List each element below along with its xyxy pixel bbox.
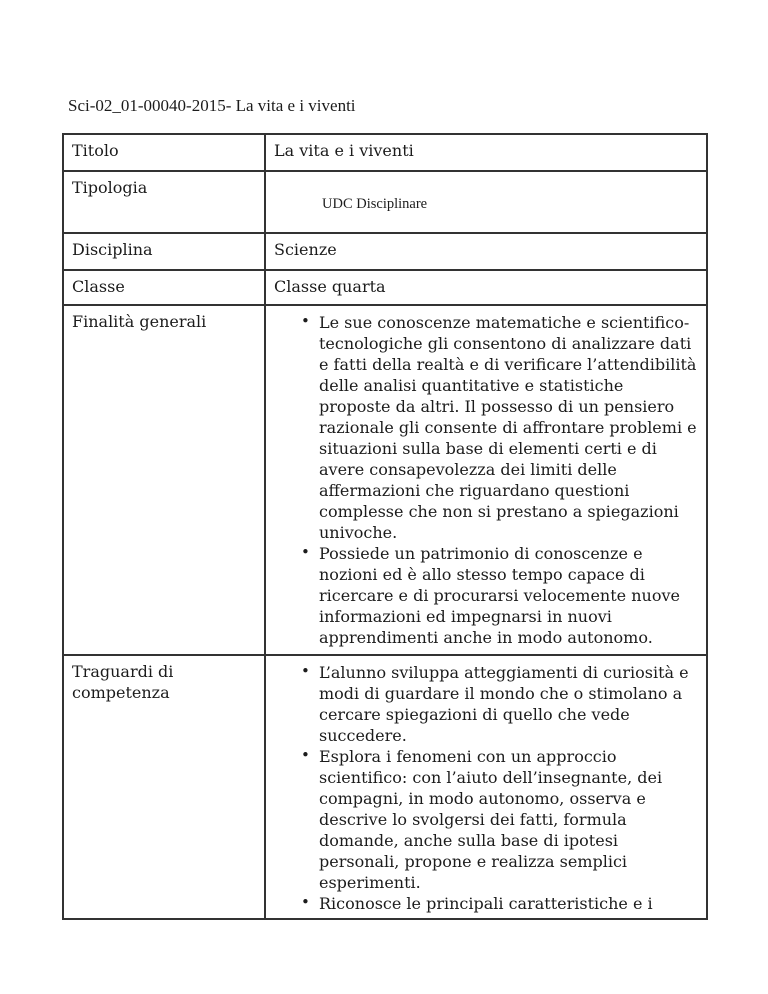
row-value-tipologia: UDC Disciplinare xyxy=(322,196,428,212)
document-header-code: Sci-02_01-00040-2015- La vita e i viventi xyxy=(68,96,356,115)
traguardi-bullet-list xyxy=(274,662,698,914)
table-row-traguardi-competenza xyxy=(63,655,707,919)
row-value-tipologia-cell xyxy=(265,171,707,233)
row-value-disciplina: Scienze xyxy=(265,233,707,270)
document-table xyxy=(62,133,708,920)
table-row-disciplina xyxy=(63,233,707,270)
bullet-item: • Esplora i fenomeni con un approccio scientifico: con l’aiuto dell’insegnante, dei compagni, in modo autonomo, osserva e descrive lo svolgersi dei fatti, formula domande, anche sulla base di ipotesi personali, propone e realizza semplici esperimenti. xyxy=(300,746,698,893)
row-label-titolo: Titolo xyxy=(63,134,265,171)
row-label-tipologia: Tipologia xyxy=(63,171,265,233)
row-label-finalita-generali: Finalità generali xyxy=(63,305,265,655)
bullet-item: • Le sue conoscenze matematiche e scientifico-tecnologiche gli consentono di analizzare dati e fatti della realtà e di verificare l’attendibilità delle analisi quantitative e statistiche proposte da altri. Il possesso di un pensiero razionale gli consente di affrontare problemi e situazioni sulla base di elementi certi e di avere consapevolezza dei limiti delle affermazioni che riguardano questioni complesse che non si prestano a spiegazioni univoche. xyxy=(300,312,698,543)
row-label-traguardi-competenza: Traguardi di competenza xyxy=(63,655,265,919)
row-value-finalita-generali-cell xyxy=(265,305,707,655)
bullet-item: • Possiede un patrimonio di conoscenze e nozioni ed è allo stesso tempo capace di ricercare e di procurarsi velocemente nuove informazioni ed impegnarsi in nuovi apprendimenti anche in modo autonomo. xyxy=(300,543,698,648)
table-row-finalita-generali xyxy=(63,305,707,655)
table-row-tipologia xyxy=(63,171,707,233)
table-row-titolo xyxy=(63,134,707,171)
table-row-classe xyxy=(63,270,707,305)
row-value-classe: Classe quarta xyxy=(265,270,707,305)
bullet-item: • Riconosce le principali caratteristiche e i xyxy=(300,893,698,914)
row-value-titolo: La vita e i viventi xyxy=(265,134,707,171)
row-label-classe: Classe xyxy=(63,270,265,305)
bullet-item: • L’alunno sviluppa atteggiamenti di curiosità e modi di guardare il mondo che o stimolano a cercare spiegazioni di quello che vede succedere. xyxy=(300,662,698,746)
row-value-traguardi-competenza-cell xyxy=(265,655,707,919)
row-label-disciplina: Disciplina xyxy=(63,233,265,270)
finalita-bullet-list xyxy=(274,312,698,648)
